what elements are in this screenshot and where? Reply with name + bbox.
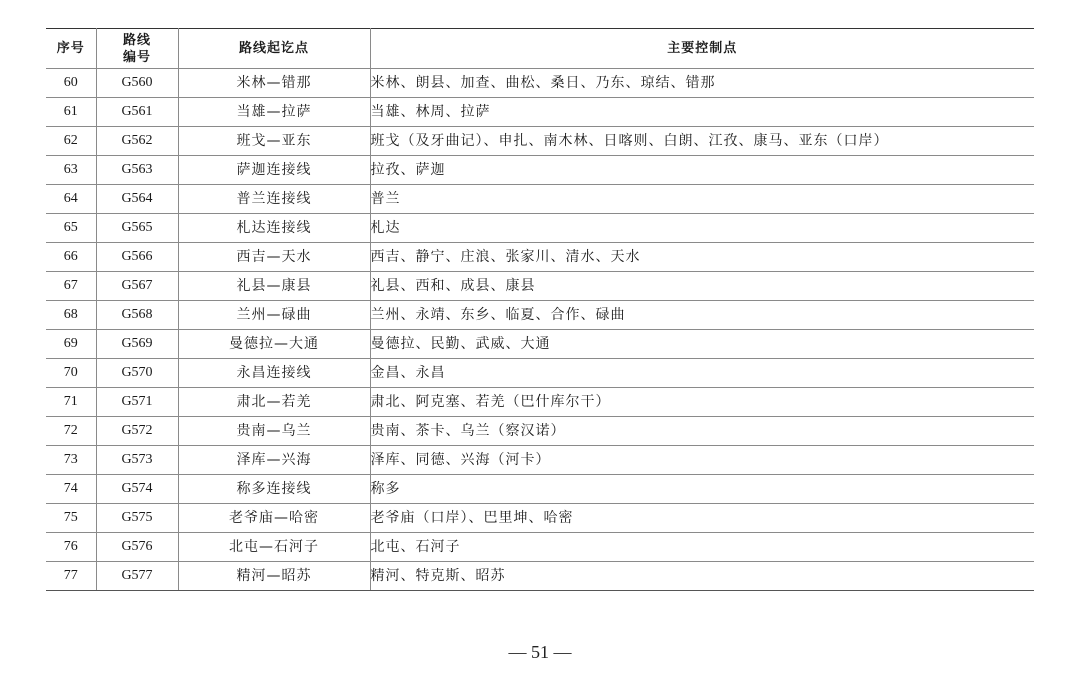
cell-serial-number: 65	[46, 214, 96, 243]
cell-route-code: G566	[96, 243, 178, 272]
table-row	[46, 417, 1034, 446]
header-route-code	[96, 29, 178, 69]
cell-route-endpoints: 曼德拉—大通	[178, 330, 370, 359]
table-row	[46, 388, 1034, 417]
cell-route-endpoints: 兰州—碌曲	[178, 301, 370, 330]
cell-route-code: G576	[96, 533, 178, 562]
table-row	[46, 562, 1034, 591]
table-row	[46, 185, 1034, 214]
table-row	[46, 446, 1034, 475]
cell-route-code: G571	[96, 388, 178, 417]
cell-route-endpoints: 西吉—天水	[178, 243, 370, 272]
table-row	[46, 156, 1034, 185]
cell-serial-number: 74	[46, 475, 96, 504]
table-row	[46, 98, 1034, 127]
cell-serial-number: 61	[46, 98, 96, 127]
cell-route-endpoints: 永昌连接线	[178, 359, 370, 388]
table-row	[46, 69, 1034, 98]
table-body	[46, 69, 1034, 591]
cell-control-points: 米林、朗县、加查、曲松、桑日、乃东、琼结、错那	[370, 69, 1034, 98]
cell-route-endpoints: 称多连接线	[178, 475, 370, 504]
cell-control-points: 金昌、永昌	[370, 359, 1034, 388]
cell-control-points: 札达	[370, 214, 1034, 243]
cell-route-code: G560	[96, 69, 178, 98]
cell-route-endpoints: 贵南—乌兰	[178, 417, 370, 446]
cell-route-endpoints: 精河—昭苏	[178, 562, 370, 591]
cell-serial-number: 69	[46, 330, 96, 359]
cell-route-code: G562	[96, 127, 178, 156]
cell-route-code: G575	[96, 504, 178, 533]
cell-control-points: 曼德拉、民勤、武威、大通	[370, 330, 1034, 359]
cell-route-endpoints: 老爷庙—哈密	[178, 504, 370, 533]
table-row	[46, 214, 1034, 243]
cell-control-points: 北屯、石河子	[370, 533, 1034, 562]
table-row	[46, 533, 1034, 562]
cell-route-code: G569	[96, 330, 178, 359]
table-row	[46, 243, 1034, 272]
cell-serial-number: 72	[46, 417, 96, 446]
cell-serial-number: 71	[46, 388, 96, 417]
cell-route-code: G570	[96, 359, 178, 388]
cell-serial-number: 60	[46, 69, 96, 98]
cell-route-code: G568	[96, 301, 178, 330]
table-row	[46, 475, 1034, 504]
cell-control-points: 当雄、林周、拉萨	[370, 98, 1034, 127]
cell-serial-number: 70	[46, 359, 96, 388]
page-number: — 51 —	[508, 642, 572, 662]
header-row	[46, 29, 1034, 69]
cell-control-points: 普兰	[370, 185, 1034, 214]
cell-route-endpoints: 当雄—拉萨	[178, 98, 370, 127]
cell-route-code: G564	[96, 185, 178, 214]
cell-route-code: G574	[96, 475, 178, 504]
cell-serial-number: 73	[46, 446, 96, 475]
header-serial-number: 序号	[46, 29, 96, 69]
cell-route-code: G577	[96, 562, 178, 591]
cell-serial-number: 64	[46, 185, 96, 214]
cell-control-points: 贵南、茶卡、乌兰（察汉诺）	[370, 417, 1034, 446]
cell-route-endpoints: 米林—错那	[178, 69, 370, 98]
cell-control-points: 称多	[370, 475, 1034, 504]
cell-serial-number: 75	[46, 504, 96, 533]
cell-serial-number: 62	[46, 127, 96, 156]
table-row	[46, 127, 1034, 156]
cell-route-code: G563	[96, 156, 178, 185]
cell-route-endpoints: 礼县—康县	[178, 272, 370, 301]
cell-serial-number: 76	[46, 533, 96, 562]
cell-serial-number: 66	[46, 243, 96, 272]
cell-control-points: 老爷庙（口岸）、巴里坤、哈密	[370, 504, 1034, 533]
cell-control-points: 兰州、永靖、东乡、临夏、合作、碌曲	[370, 301, 1034, 330]
header-route-endpoints: 路线起讫点	[178, 29, 370, 69]
cell-route-endpoints: 肃北—若羌	[178, 388, 370, 417]
cell-serial-number: 77	[46, 562, 96, 591]
table-header	[46, 29, 1034, 69]
cell-route-endpoints: 北屯—石河子	[178, 533, 370, 562]
table-row	[46, 272, 1034, 301]
cell-control-points: 礼县、西和、成县、康县	[370, 272, 1034, 301]
cell-control-points: 西吉、静宁、庄浪、张家川、清水、天水	[370, 243, 1034, 272]
highway-route-table	[46, 28, 1034, 591]
cell-route-code: G572	[96, 417, 178, 446]
table-row	[46, 504, 1034, 533]
cell-route-code: G567	[96, 272, 178, 301]
table-row	[46, 359, 1034, 388]
table-row	[46, 330, 1034, 359]
cell-route-endpoints: 班戈—亚东	[178, 127, 370, 156]
cell-route-code: G573	[96, 446, 178, 475]
header-route-code-line2: 编号	[122, 49, 151, 65]
cell-route-code: G561	[96, 98, 178, 127]
cell-control-points: 班戈（及牙曲记）、申扎、南木林、日喀则、白朗、江孜、康马、亚东（口岸）	[370, 127, 1034, 156]
cell-route-endpoints: 泽库—兴海	[178, 446, 370, 475]
cell-route-endpoints: 普兰连接线	[178, 185, 370, 214]
header-route-code-line1: 路线	[122, 32, 151, 48]
cell-control-points: 精河、特克斯、昭苏	[370, 562, 1034, 591]
cell-route-endpoints: 札达连接线	[178, 214, 370, 243]
cell-route-code: G565	[96, 214, 178, 243]
cell-control-points: 拉孜、萨迦	[370, 156, 1034, 185]
cell-serial-number: 67	[46, 272, 96, 301]
cell-control-points: 肃北、阿克塞、若羌（巴什库尔干）	[370, 388, 1034, 417]
cell-control-points: 泽库、同德、兴海（河卡）	[370, 446, 1034, 475]
header-control-points: 主要控制点	[370, 29, 1034, 69]
cell-serial-number: 68	[46, 301, 96, 330]
cell-route-endpoints: 萨迦连接线	[178, 156, 370, 185]
table-row	[46, 301, 1034, 330]
cell-serial-number: 63	[46, 156, 96, 185]
